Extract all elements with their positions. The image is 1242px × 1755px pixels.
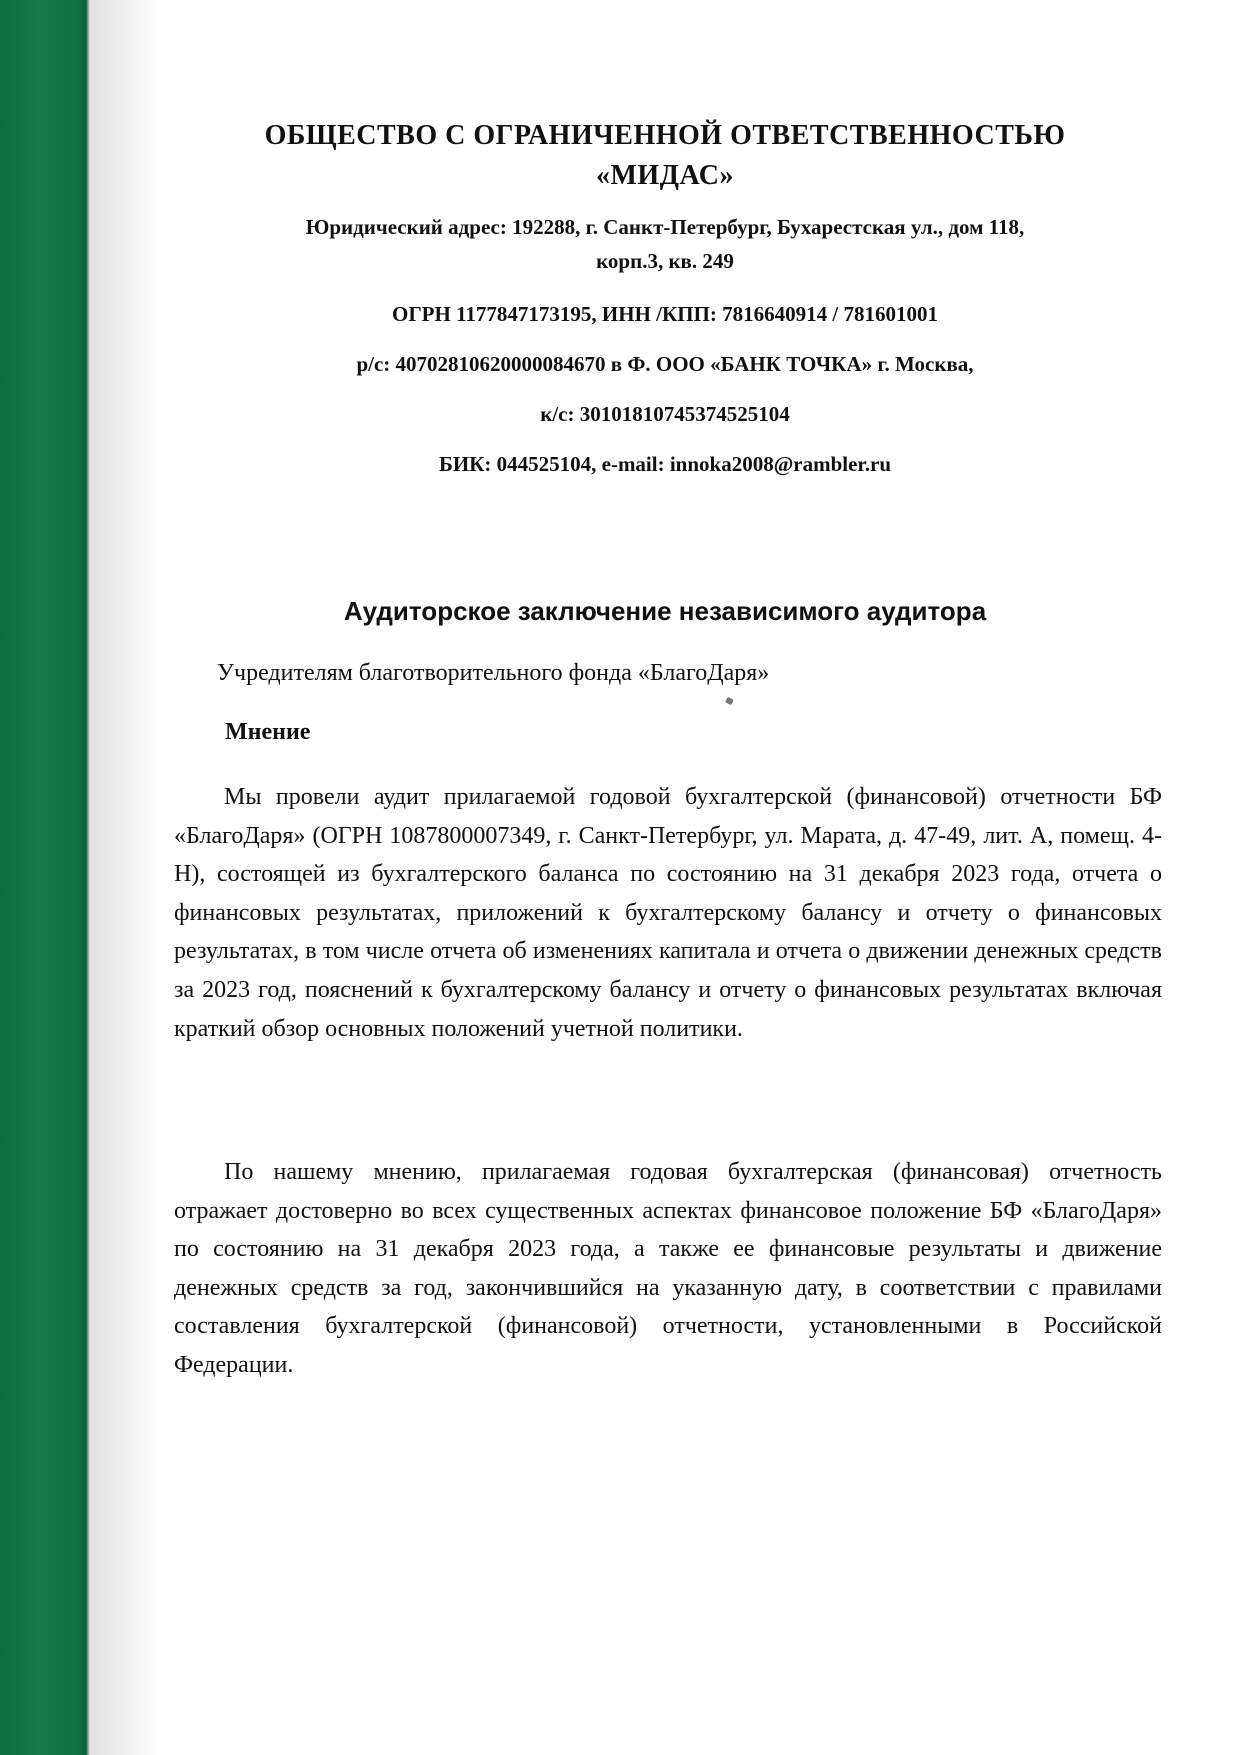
scan-speck [725, 697, 734, 706]
document-title: Аудиторское заключение независимого аудитора [343, 596, 987, 626]
letterhead [160, 116, 1170, 478]
bank-account: р/с: 40702810620000084670 в Ф. ООО «БАНК ТОЧКА» г. Москва, [356, 352, 974, 376]
binding-shadow [90, 0, 160, 1755]
ogrn-inn-kpp: ОГРН 1177847173195, ИНН /КПП: 7816640914 / 781601001 [391, 302, 938, 326]
document-page [160, 0, 1170, 1755]
org-name-line2: «МИДАС» [595, 160, 735, 191]
binding-strip [0, 0, 90, 1755]
legal-address [160, 210, 1170, 278]
paragraph-scope: Мы провели аудит прилагаемой годовой бухгалтерской (финансовой) отчетности БФ «БлагоДаря» (ОГРН 1087800007349, г. Санкт-Петербург, ул. Марата, д. 47-49, лит. А, помещ. 4-Н), состоящей из бухгалтерского баланса по состоянию на 31 декабря 2023 года, отчета о финансовых результатах, приложений к бухгалтерскому балансу и отчету о финансовых результатах, в том числе отчета об изменениях капитала и отчета о движении денежных средств за 2023 год, пояснений к бухгалтерскому балансу и отчету о финансовых результатах включая краткий обзор основных положений учетной политики. [174, 784, 1162, 1042]
section-heading-opinion: Мнение [225, 719, 311, 745]
legal-address-line1: Юридический адрес: 192288, г. Санкт-Петербург, Бухарестская ул., дом 118, [305, 215, 1025, 239]
org-name-line1: ОБЩЕСТВО С ОГРАНИЧЕННОЙ ОТВЕТСТВЕННОСТЬЮ [264, 120, 1066, 151]
paragraph-opinion: По нашему мнению, прилагаемая годовая бухгалтерская (финансовая) отчетность отражает достоверно во всех существенных аспектах финансовое положение БФ «БлагоДаря» по состоянию на 31 декабря 2023 года, а также ее финансовые результаты и движение денежных средств за год, закончившийся на указанную дату, в соответствии с правилами составления бухгалтерской (финансовой) отчетности, установленными в Российской Федерации. [174, 1159, 1162, 1378]
addressee: Учредителям благотворительного фонда «БлагоДаря» [217, 660, 770, 686]
legal-address-line2: корп.3, кв. 249 [596, 249, 734, 273]
bik-email: БИК: 044525104, e-mail: innoka2008@rambler.ru [438, 452, 892, 476]
corr-account: к/с: 30101810745374525104 [540, 402, 790, 426]
